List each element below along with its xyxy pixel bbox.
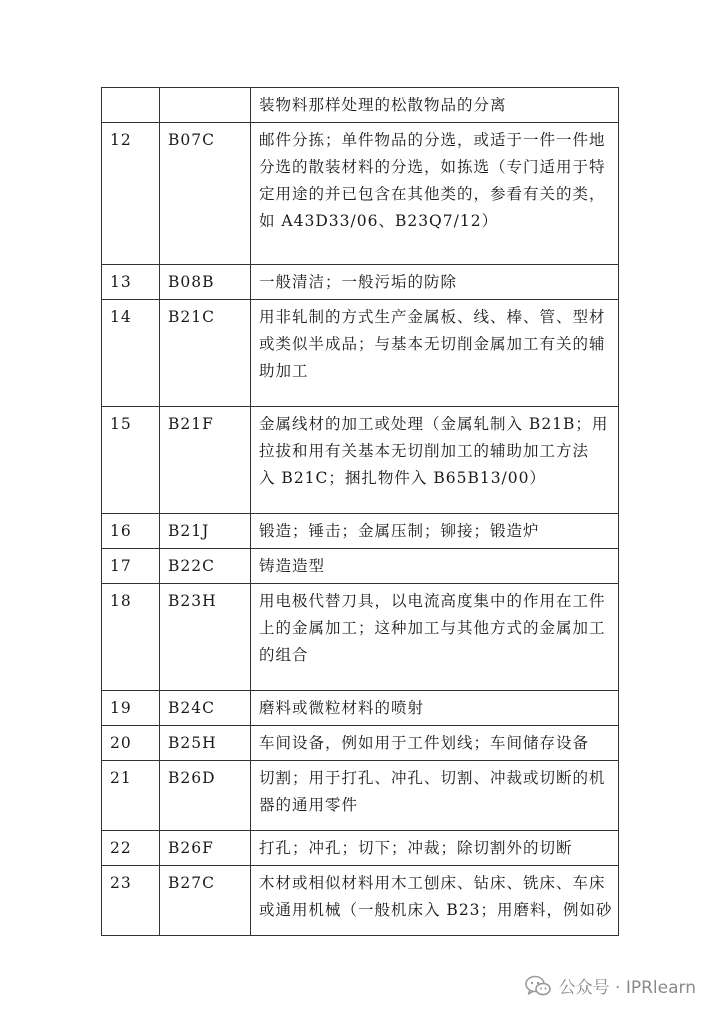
description-line: 助加工 [259, 362, 309, 380]
class-code: B25H [160, 726, 251, 761]
class-code: B23H [160, 584, 251, 691]
class-description [251, 300, 619, 407]
description-line: 用非轧制的方式生产金属板、线、棒、管、型材 [259, 308, 606, 326]
description-line: 或通用机械（一般机床入 B23；用磨料，例如砂 [259, 901, 613, 919]
table-row [102, 265, 619, 300]
row-number: 23 [102, 866, 160, 936]
class-description [251, 866, 619, 936]
row-number: 22 [102, 831, 160, 866]
description-line: 器的通用零件 [259, 796, 359, 814]
description-line: 用电极代替刀具，以电流高度集中的作用在工件 [259, 592, 606, 610]
description-line: 邮件分拣；单件物品的分选，或适于一件一件地 [259, 131, 606, 149]
row-number: 21 [102, 761, 160, 831]
row-number: 19 [102, 691, 160, 726]
description-line: 分选的散装材料的分选，如拣选（专门适用于特 [259, 158, 606, 176]
table-row [102, 866, 619, 936]
table-row [102, 831, 619, 866]
class-code: B26F [160, 831, 251, 866]
description-line: 锻造；锤击；金属压制；铆接；锻造炉 [259, 522, 540, 540]
table-row [102, 691, 619, 726]
class-description [251, 514, 619, 549]
table-row [102, 761, 619, 831]
class-description [251, 123, 619, 265]
row-number: 12 [102, 123, 160, 265]
table-row [102, 300, 619, 407]
row-number [102, 88, 160, 123]
table-row [102, 514, 619, 549]
class-code: B21J [160, 514, 251, 549]
watermark-text: 公众号 · IPRlearn [558, 978, 696, 998]
description-line: 如 A43D33/06、B23Q7/12） [259, 212, 499, 230]
description-line: 金属线材的加工或处理（金属轧制入 B21B；用 [259, 415, 609, 433]
description-line: 的组合 [259, 646, 309, 664]
table-row [102, 123, 619, 265]
description-line: 装物料那样处理的松散物品的分离 [259, 96, 507, 114]
class-code: B08B [160, 265, 251, 300]
class-description [251, 691, 619, 726]
class-description [251, 265, 619, 300]
table-row [102, 407, 619, 514]
class-description [251, 407, 619, 514]
class-code: B27C [160, 866, 251, 936]
description-line: 拉拔和用有关基本无切削加工的辅助加工方法 [259, 442, 590, 460]
description-line: 入 B21C；捆扎物件入 B65B13/00） [259, 469, 547, 487]
description-line: 定用途的并已包含在其他类的，参看有关的类， [259, 185, 606, 203]
class-code [160, 88, 251, 123]
class-code: B07C [160, 123, 251, 265]
row-number: 15 [102, 407, 160, 514]
description-line: 车间设备，例如用于工件划线；车间储存设备 [259, 734, 590, 752]
class-code: B22C [160, 549, 251, 584]
row-number: 16 [102, 514, 160, 549]
wechat-watermark [525, 973, 696, 998]
description-line: 磨料或微粒材料的喷射 [259, 699, 425, 717]
class-description [251, 584, 619, 691]
row-number: 18 [102, 584, 160, 691]
table-row [102, 88, 619, 123]
class-description [251, 88, 619, 123]
description-line: 木材或相似材料用木工刨床、钻床、铣床、车床 [259, 874, 606, 892]
description-line: 打孔；冲孔；切下；冲裁；除切割外的切断 [259, 839, 573, 857]
class-code: B21C [160, 300, 251, 407]
table-row [102, 584, 619, 691]
row-number: 17 [102, 549, 160, 584]
row-number: 13 [102, 265, 160, 300]
row-number: 20 [102, 726, 160, 761]
row-number: 14 [102, 300, 160, 407]
table-row [102, 726, 619, 761]
description-line: 一般清洁；一般污垢的防除 [259, 273, 458, 291]
class-description [251, 549, 619, 584]
class-description [251, 761, 619, 831]
wechat-icon [525, 975, 551, 997]
description-line: 切割；用于打孔、冲孔、切割、冲裁或切断的机 [259, 769, 606, 787]
class-description [251, 831, 619, 866]
table-row [102, 549, 619, 584]
class-code: B24C [160, 691, 251, 726]
class-description [251, 726, 619, 761]
description-line: 铸造造型 [259, 557, 326, 575]
class-code: B21F [160, 407, 251, 514]
classification-table [101, 87, 619, 936]
class-code: B26D [160, 761, 251, 831]
description-line: 上的金属加工；这种加工与其他方式的金属加工 [259, 619, 606, 637]
description-line: 或类似半成品；与基本无切削金属加工有关的辅 [259, 335, 606, 353]
